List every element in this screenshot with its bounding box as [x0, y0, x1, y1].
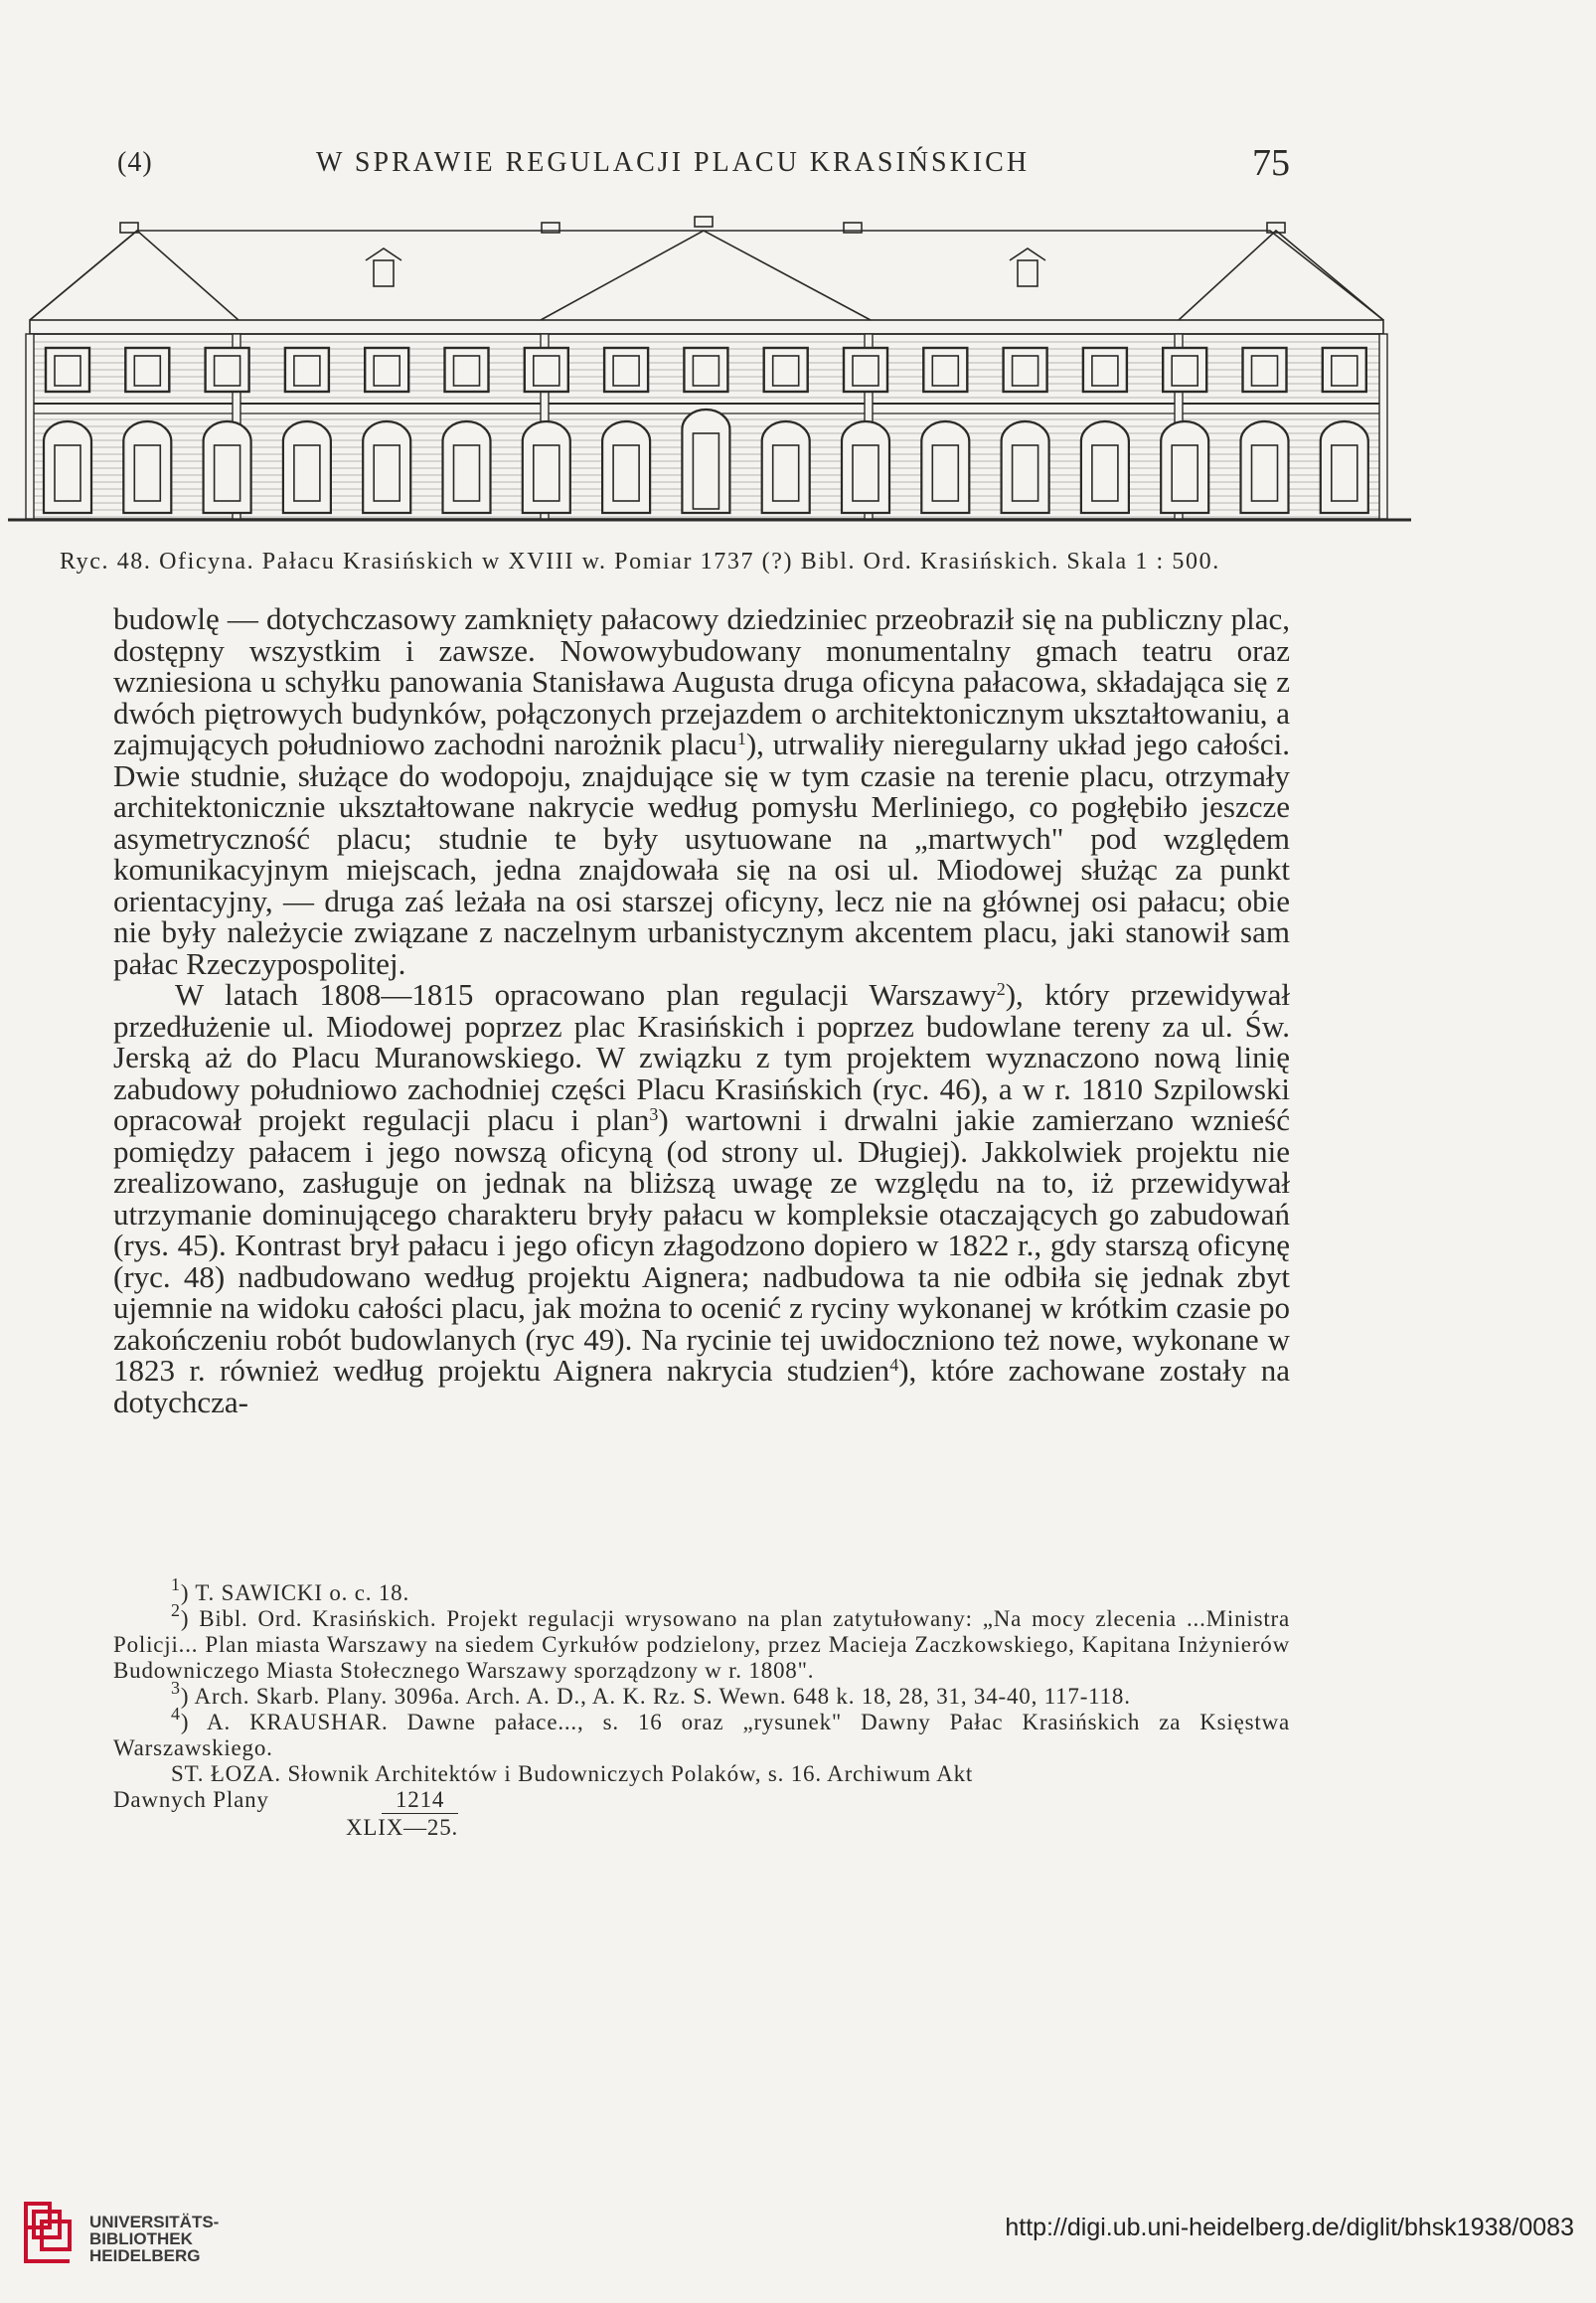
paragraph: budowlę — dotychczasowy zamknięty pałacowy dziedziniec przeobraził się na publiczny plac, dostępny wszystkim i zawsze. Nowowybudowany monumentalny gmach teatru oraz wzniesiona u schyłku panowania Stanisława Augusta druga oficyna pałacowa, składająca się z dwóch piętrowych budynków, połączonych przejazdem o architektonicznym ukształtowaniu, a zajmujących południowo zachodni narożnik placu$^1$), utrwaliły nieregularny układ jego całości. Dwie studnie, służące do wodopoju, znajdujące się w tym czasie na terenie placu, otrzymały architektonicznie ukształtowane nakrycie według pomysłu Merliniego, co pogłębiło jeszcze asymetryczność placu; studnie te były usytuowane na „martwych" pod względem komunikacyjnym miejscach, jedna znajdowała się na osi ul. Miodowej służąc za punkt orientacyjny, — druga zaś leżała na osi starszej oficyny, lecz nie na głównej osi pałacu; obie nie były należycie związane z naczelnym urbanistycznym akcentem placu, jaki stanowił sam pałac Rzeczypospolitej. [113, 601, 1290, 981]
library-name [89, 2214, 219, 2264]
pilaster [1379, 334, 1387, 519]
signature-code: XLIX—25. [346, 1815, 459, 1840]
page-number: 75 [1252, 142, 1290, 184]
dormer-window [1018, 260, 1037, 286]
paragraph: W latach 1808—1815 opracowano plan regulacji Warszawy$^2$), który przewidywał przedłużenie ul. Miodowej poprzez plac Krasińskich i poprzez budowlane tereny za ul. Św. Jerską aż do Placu Muranowskiego. W związku z tym projektem wyznaczono nową linię zabudowy południowo zachodniej części Placu Krasińskich (ryc. 46), a w r. 1810 Szpilowski opracował projekt regulacji placu i plan$^3$) wartowni i drwalni jakie zamierzano wznieść pomiędzy pałacem i jego nowszą oficyną (od strony ul. Długiej). Jakkolwiek projektu nie zrealizowano, zasługuje on jednak na bliższą uwagę ze względu na to, iż przewidywał utrzymanie dominującego charakteru bryły pałacu w kompleksie otaczających go zabudowań (rys. 45). Kontrast brył pałacu i jego oficyn złagodzono dopiero w 1822 r., gdy starszą oficynę (ryc. 48) nadbudowano według projektu Aignera; nadbudowa ta nie odbiła się jednak zbyt ujemnie na widoku całości placu, jak można to ocenić z ryciny wykonanej w krótkim czasie po zakończeniu robót budowlanych (ryc 49). Na rycinie tej uwidoczniono też nowe, wykonane w 1823 r. również według projektu Aignera nakrycia studzien$^4$), które zachowane zostały na dotychcza- [113, 977, 1290, 1419]
archive-signature [113, 1787, 1290, 1845]
footnote [113, 1704, 1290, 1761]
footnote-marker: 1 [171, 1574, 181, 1594]
figure-caption: Ryc. 48. Oficyna. Pałacu Krasińskich w XVIII w. Pomiar 1737 (?) Bibl. Ord. Krasińskich. Skala 1 : 500. [60, 549, 1220, 575]
lower-window [1002, 421, 1049, 513]
footnote-text: ) Bibl. Ord. Krasińskich. Projekt regulacji wrysowano na plan zatytułowany: „Na mocy zlecenia ...Ministra Policji... Plan miasta Warszawy na siedem Cyrkułów podzielony, przez Macieja Zaczkowskiego, Kapitana Inżynierów Budowniczego Miasta Stołecznego Warszawy sporządzony w r. 1808". [113, 1606, 1290, 1683]
page-title: W SPRAWIE REGULACJI PLACU KRASIŃSKICH [316, 147, 1031, 178]
cornice [30, 320, 1383, 334]
footnote-ref: 1 [736, 729, 746, 748]
footnote: ST. ŁOZA. Słownik Architektów i Budowniczych Polaków, s. 16. Archiwum Akt [171, 1761, 974, 1786]
lower-window [1081, 421, 1129, 513]
library-name-line: UNIVERSITÄTS- [89, 2213, 220, 2231]
elevation-drawing [8, 209, 1419, 537]
footnote [113, 1678, 1290, 1710]
footnote-text: ) T. SAWICKI o. c. 18. [180, 1580, 409, 1605]
library-name-line: BIBLIOTHEK [89, 2229, 193, 2248]
lower-window [842, 421, 889, 513]
footnote-text: ) Arch. Skarb. Plany. 3096a. Arch. A. D., A. K. Rz. S. Wewn. 648 k. 18, 28, 31, 34-40, 117-118. [180, 1684, 1131, 1709]
pilaster [26, 334, 34, 519]
roof-outline [30, 231, 1383, 320]
lower-window [363, 421, 410, 513]
left-pavilion-roof [30, 231, 239, 320]
lower-window [602, 421, 650, 513]
lower-window [762, 421, 810, 513]
lower-window [283, 421, 331, 513]
footnote-ref: 2 [996, 979, 1006, 999]
chimney [695, 217, 713, 227]
dormer-window [374, 260, 394, 286]
library-name-line: HEIDELBERG [89, 2246, 201, 2265]
right-pavilion-roof [1179, 231, 1383, 320]
footnote-marker: 4 [171, 1704, 181, 1724]
section-number: (4) [117, 147, 153, 178]
footnote-ref: 3 [649, 1104, 659, 1124]
running-head [117, 141, 1290, 191]
page-footer [0, 2192, 1596, 2303]
lower-window [443, 421, 491, 513]
lower-window [204, 421, 251, 513]
central-pavilion-roof [541, 231, 871, 320]
entrance-door [682, 410, 729, 513]
library-logo-icon [20, 2198, 76, 2267]
dormer-roof [366, 248, 401, 260]
main-text [113, 603, 1290, 1417]
footnote-marker: 3 [171, 1678, 181, 1698]
lower-window [1161, 421, 1208, 513]
signature-number: 1214 [382, 1787, 458, 1814]
footnote [113, 1574, 1290, 1606]
footnotes [113, 1574, 1290, 1845]
lower-window [1241, 421, 1289, 513]
building-elevation-figure [8, 209, 1419, 537]
lower-window [523, 421, 570, 513]
dormer-roof [1010, 248, 1045, 260]
footnote [113, 1600, 1290, 1684]
footnote-text: ) A. KRAUSHAR. Dawne pałace..., s. 16 oraz „rysunek" Dawny Pałac Krasińskich za Księstwa Warszawskiego. [113, 1710, 1290, 1760]
signature-label: Dawnych Plany [113, 1787, 269, 1812]
lower-window [921, 421, 969, 513]
lower-window [123, 421, 171, 513]
lower-window [1321, 421, 1368, 513]
source-url-link[interactable]: http://digi.ub.uni-heidelberg.de/diglit/bhsk1938/0083 [1005, 2214, 1574, 2241]
footnote-ref: 4 [889, 1355, 899, 1375]
lower-window [44, 421, 91, 513]
footnote-marker: 2 [171, 1600, 181, 1620]
